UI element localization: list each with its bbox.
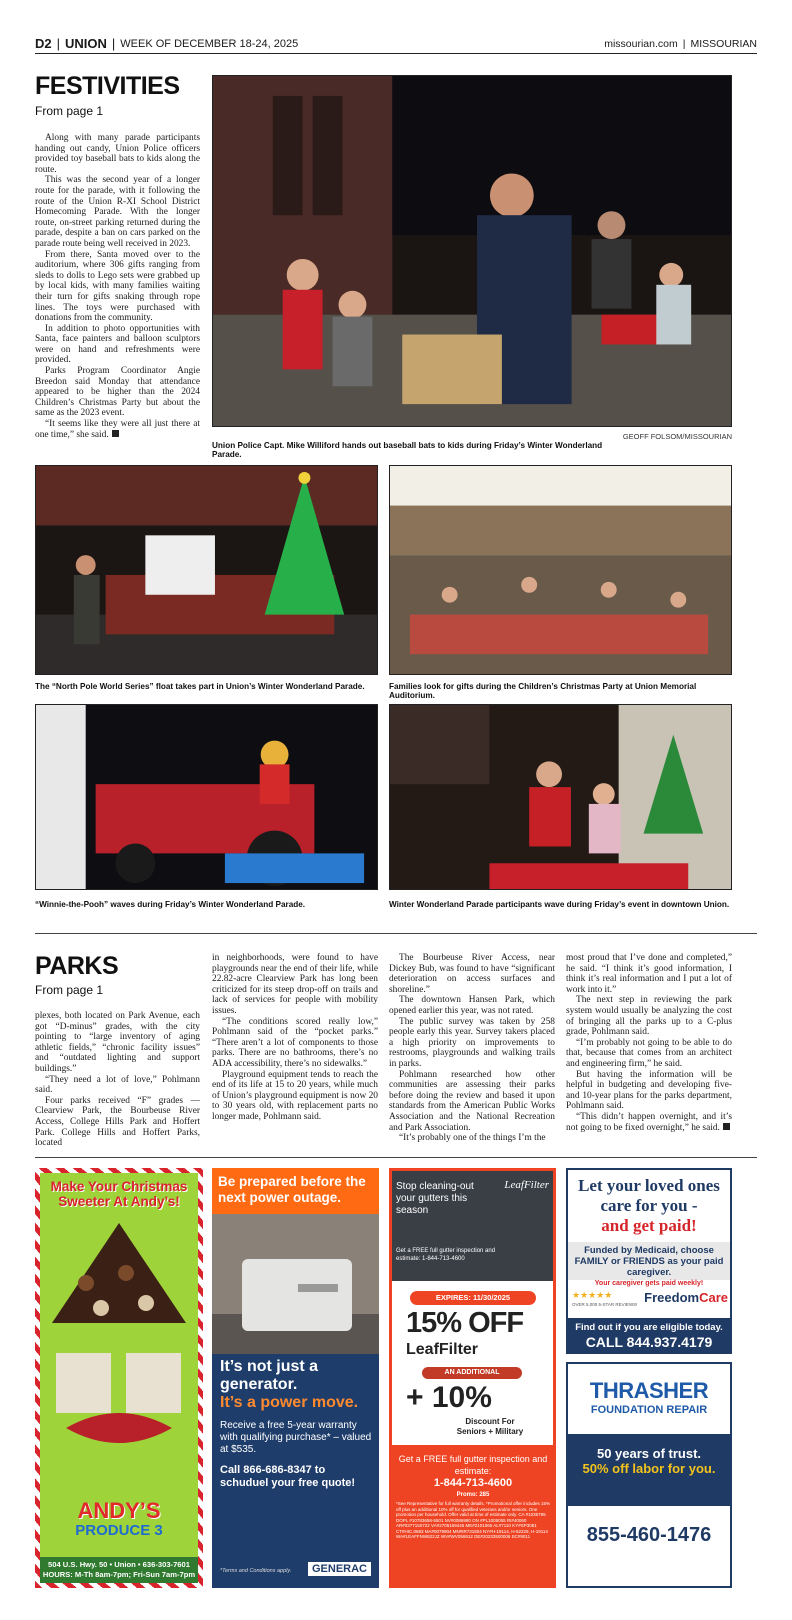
- leaffilter-15-off: 15% OFF: [406, 1307, 524, 1339]
- freedomcare-headline: [568, 1176, 730, 1236]
- section-name: UNION: [65, 36, 107, 51]
- generac-h2: It’s a power move.: [220, 1394, 359, 1411]
- wave-photo: [389, 704, 732, 890]
- paragraph: Pohlmann researched how other communities are assessing their parks before doing the review and based it upon standards from the American Public Works Association and the National Recreation and Park Association.: [389, 1069, 555, 1133]
- leaffilter-discount: Discount For Seniors + Military: [456, 1417, 524, 1436]
- float-photo: [35, 465, 378, 675]
- page-number: D2: [35, 36, 52, 51]
- float-photo-caption: The “North Pole World Series” float takes part in Union’s Winter Wonderland Parade.: [35, 682, 365, 691]
- freedomcare-band-small: Your caregiver gets paid weekly!: [594, 1280, 704, 1287]
- generac-logo: GENERAC: [308, 1562, 371, 1576]
- paragraph: Four parks received “F” grades — Clearview Park, the Bourbeuse River Access, College Hills Park and Hoffert Park. College Hills and Hoffert Parks, located: [35, 1095, 200, 1149]
- freedomcare-band: [568, 1242, 730, 1287]
- end-mark-icon: [112, 430, 119, 437]
- site-link[interactable]: missourian.com: [604, 38, 678, 50]
- paragraph: Playground equipment tends to reach the end of its life at 15 to 20 years, while much of Union’s playground equipment is now 20 to 30 years old, with replacement parts no longer made, Pohlmann said.: [212, 1069, 378, 1122]
- paragraph: This was the second year of a longer route for the parade, with it following the route of the Union R-XI School District Homecoming Parade. With the longer route, on-street parking returned during the parade, despite a ban on cars parked on the parade route being well received in 2023.: [35, 175, 200, 249]
- leaffilter-free-text: Get a FREE full gutter inspection and estimate:: [398, 1454, 548, 1476]
- pooh-photo: [35, 704, 378, 890]
- main-photo: [212, 75, 732, 427]
- paragraph: Along with many parade participants handing out candy, Union Police officers provided toy baseball bats to kids along the route.: [35, 133, 200, 175]
- festivities-title: FESTIVITIES: [35, 72, 180, 100]
- leaffilter-promo: Promo: 285: [456, 1492, 490, 1498]
- freedomcare-footer: [568, 1318, 730, 1354]
- freedomcare-logo-b: Care: [699, 1290, 728, 1305]
- andys-footer: [40, 1557, 198, 1583]
- thrasher-trust: 50 years of trust.: [596, 1446, 702, 1461]
- paragraph: But having the information will be helpful in budgeting and developing five- and 10-year plans for the parks department, Pohlmann said.: [566, 1069, 732, 1112]
- andys-produce-ad[interactable]: [35, 1168, 203, 1588]
- leaffilter-ad[interactable]: [389, 1168, 556, 1588]
- festivities-body: [35, 133, 200, 440]
- gifts-photo: [389, 465, 732, 675]
- leaffilter-expires: EXPIRES: 11/30/2025: [410, 1291, 536, 1305]
- paragraph: “The conditions scored really low,” Pohlmann said of the “pocket parks.” “There aren’t a lot of components to those parks. There are no bathrooms, there’s no ADA accessibility, there’s no sidewalks.”: [212, 1016, 378, 1069]
- paper-name: MISSOURIAN: [690, 38, 757, 50]
- header-left: D2 | UNION | WEEK OF DECEMBER 18-24, 2025: [35, 36, 299, 51]
- paragraph: The Bourbeuse River Access, near Dickey Bub, was found to have “significant deterioration on access surfaces and shoreline.”: [389, 953, 555, 995]
- paragraph: The downtown Hansen Park, which opened earlier this year, was not rated.: [389, 995, 555, 1016]
- leaffilter-free: [398, 1453, 548, 1501]
- andys-brand-name: ANDY’S: [77, 1498, 161, 1523]
- photo-credit: GEOFF FOLSOM/MISSOURIAN: [622, 432, 732, 441]
- andys-address: 504 U.S. Hwy. 50 • Union • 636-303-7601: [48, 1560, 190, 1569]
- thrasher-phone[interactable]: 855-460-1476: [586, 1524, 712, 1546]
- freedomcare-logo-row: [572, 1288, 728, 1310]
- leaffilter-logo: LeafFilter: [504, 1179, 549, 1191]
- generac-body: [220, 1358, 372, 1490]
- freedomcare-h1: Let your loved ones care for you -: [578, 1176, 720, 1215]
- thrasher-offer: [568, 1434, 730, 1506]
- thrasher-logo: [568, 1364, 730, 1434]
- paragraph: “It seems like they were all just there at one time,” she said.: [35, 419, 200, 440]
- paragraph: In addition to photo opportunities with Santa, face painters and balloon sculptors were on hand and refreshments were provided.: [35, 323, 200, 366]
- generac-ad[interactable]: [212, 1168, 379, 1588]
- generator-image: [212, 1214, 379, 1354]
- parks-column-1: [35, 1011, 200, 1149]
- wave-photo-caption: Winter Wonderland Parade participants wave during Friday’s event in downtown Union.: [389, 900, 730, 909]
- leaffilter-10-off: + 10%: [406, 1381, 492, 1414]
- candy-tray-icon: [46, 1213, 192, 1463]
- thrasher-ad[interactable]: [566, 1362, 732, 1588]
- paragraph: The public survey was taken by 258 people early this year. Survey takers placed a high priority on improvements to restrooms, playgrounds and walking trails in parks.: [389, 1016, 555, 1069]
- paragraph: in neighborhoods, were found to have playgrounds near the end of their life, while 22.82-acre Clearview Park has long been criticized for its steep drop-off on trails and lack of services for people with mobility issues.: [212, 953, 378, 1016]
- leaffilter-top: [392, 1171, 553, 1281]
- paragraph: “I’m probably not going to be able to do that, because that comes from an architect and engineering firm,” he said.: [566, 1037, 732, 1069]
- andys-brand: [40, 1498, 198, 1539]
- parks-column-2: [212, 953, 378, 1123]
- thrasher-name: THRASHER: [589, 1378, 709, 1403]
- freedomcare-find: Find out if you are eligible today.: [575, 1322, 723, 1333]
- paragraph: “They need a lot of love,” Pohlmann said.: [35, 1074, 200, 1096]
- leaffilter-mini: Get a FREE full gutter inspection and estimate: 1-844-713-4600: [396, 1248, 496, 1262]
- andys-ad-title: Make Your Christmas Sweeter At Andy’s!: [50, 1179, 188, 1209]
- freedomcare-phone[interactable]: CALL 844.937.4179: [585, 1334, 713, 1350]
- ad-divider: [35, 1157, 757, 1158]
- freedomcare-reviews: OVER 5,000 5-STAR REVIEWS!: [572, 1302, 638, 1307]
- parks-column-4: [566, 953, 732, 1133]
- freedomcare-logo-a: Freedom: [644, 1290, 700, 1305]
- generac-offer: Receive a free 5-year warranty with qualifying purchase* – valued at $535.: [220, 1420, 372, 1455]
- generac-headline: Be prepared before the next power outage.: [212, 1168, 379, 1214]
- star-rating-icon: ★★★★★: [572, 1290, 613, 1300]
- leaffilter-phone[interactable]: 1-844-713-4600: [433, 1477, 513, 1489]
- thrasher-labor: 50% off labor for you.: [582, 1461, 716, 1476]
- gifts-photo-caption: Families look for gifts during the Children’s Christmas Party at Union Memorial Auditorium.: [389, 682, 697, 700]
- freedomcare-ad[interactable]: [566, 1168, 732, 1354]
- page-header: [35, 36, 757, 54]
- festivities-subtitle: From page 1: [35, 104, 104, 118]
- parks-column-3: [389, 953, 555, 1144]
- freedomcare-band-text: Funded by Medicaid, choose FAMILY or FRIENDS as your paid caregiver.: [574, 1245, 724, 1278]
- generac-call: Call 866-686-8347 to schuduel your free quote!: [220, 1464, 356, 1489]
- parks-subtitle: From page 1: [35, 983, 104, 997]
- main-photo-caption: Union Police Capt. Mike Williford hands out baseball bats to kids during Friday’s Winter Wonderland Parade.: [212, 441, 603, 459]
- section-divider: [35, 933, 757, 934]
- leaffilter-additional: AN ADDITIONAL: [422, 1367, 522, 1379]
- paragraph: The next step in reviewing the park system would usually be analyzing the cost of bringing all the parks up to a C-plus grade, Pohlmann said.: [566, 995, 732, 1038]
- andys-hours: HOURS: M-Th 8am-7pm; Fri-Sun 7am-7pm: [42, 1570, 196, 1579]
- thrasher-sub: FOUNDATION REPAIR: [590, 1404, 708, 1416]
- paragraph: “This didn’t happen overnight, and it’s not going to be fixed overnight,” he said.: [566, 1111, 732, 1133]
- pooh-photo-caption: “Winnie-the-Pooh” waves during Friday’s Winter Wonderland Parade.: [35, 900, 306, 909]
- paragraph: Parks Program Coordinator Angie Breedon said Monday that attendance appeared to be higher than the 2024 Children’s Christmas Party but about the same as the 2023 event.: [35, 366, 200, 419]
- issue-week: WEEK OF DECEMBER 18-24, 2025: [120, 37, 299, 50]
- header-right: missourian.com | MISSOURIAN: [604, 38, 757, 50]
- leaffilter-fine-print: *See Representative for full warranty details. *Promotional offer includes 15% off plus an additional 10% off for qualified veterans and/or seniors. One promotion per household. Offer valid at time of estimate only. CA #1035795 DOPL #10783658-5501 NV#0086990 ON #PL1005055 RI#40060 AR#0377150722 VA#2705169445 ME#2101065 AL#7110 KY#SP3081 CT#HIC.0683 MA#0079904 MN#IR731804 NY#H-19114, H-52229, H-19114 WA#LEAFFNW822JZ WV#WV056912 DE#20233500006 SC#9011: [396, 1501, 550, 1539]
- paragraph: “It’s probably one of the things I’m the: [399, 1133, 546, 1144]
- leaffilter-name: LeafFilter: [406, 1341, 479, 1358]
- generac-h1: It’s not just a generator.: [220, 1358, 319, 1393]
- parks-title: PARKS: [35, 952, 119, 980]
- leaffilter-tagline: Stop cleaning-out your gutters this season: [396, 1181, 474, 1216]
- paragraph: plexes, both located on Park Avenue, each got “D-minus” grades, with the city pointing to “large inventory of aging athletic fields,” “chronic facility issues” and “outdated lighting and support buildings.”: [35, 1011, 200, 1074]
- generac-terms: *Terms and Conditions apply.: [220, 1568, 292, 1574]
- andys-brand-sub: PRODUCE 3: [75, 1522, 163, 1539]
- paragraph: most proud that I’ve done and completed,” he said. “I think it’s good information, I think it’s real information and I put a lot of work into it.”: [566, 953, 732, 995]
- end-mark-icon: [723, 1123, 730, 1130]
- leaffilter-bottom: [392, 1445, 553, 1588]
- paragraph: From there, Santa moved over to the auditorium, where 306 gifts ranging from sleds to dolls to Lego sets were grabbed up by local kids, with many families waiting their turn for gifts snaking through rope lines. The toys were purchased with donations from the community.: [35, 249, 200, 324]
- freedomcare-h2: and get paid!: [601, 1216, 697, 1235]
- freedomcare-logo: [644, 1290, 728, 1305]
